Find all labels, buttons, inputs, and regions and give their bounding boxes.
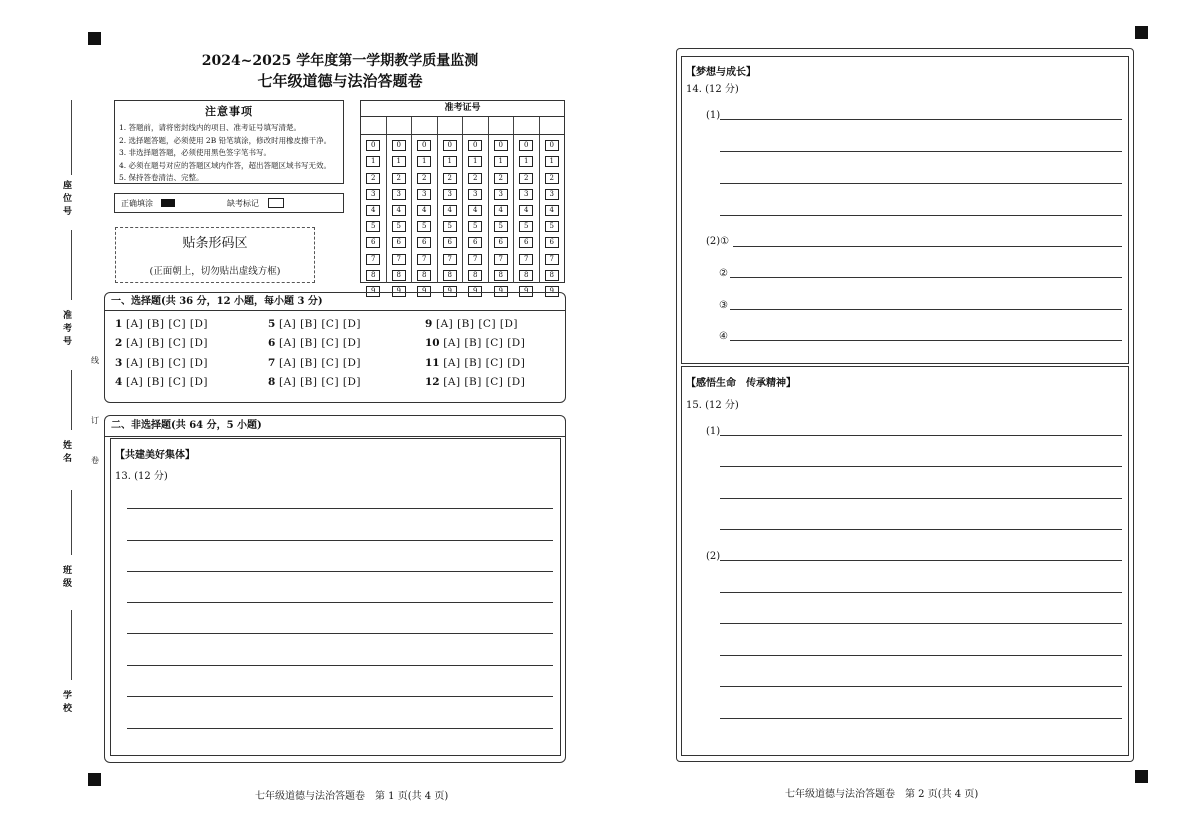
absent-mark-label: 缺考标记	[227, 199, 259, 208]
choice-question[interactable]	[268, 376, 361, 388]
exam-id-column	[514, 135, 540, 295]
exam-id-digit-bubble[interactable]: 5	[392, 221, 406, 232]
exam-id-digit-bubble[interactable]: 7	[392, 254, 406, 265]
choice-question[interactable]	[425, 376, 525, 388]
choice-options[interactable]: [A] [B] [C] [D]	[125, 337, 209, 350]
q14-1-label: (1)	[706, 110, 721, 121]
exam-id-digit-bubble[interactable]: 9	[519, 286, 533, 297]
answer-line[interactable]	[720, 119, 1122, 120]
answer-line[interactable]	[720, 718, 1122, 719]
binding-line	[71, 230, 72, 300]
exam-id-digit-bubble[interactable]: 8	[494, 270, 508, 281]
page-footer: 七年级道德与法治答题卷 第 2 页(共 4 页)	[785, 789, 979, 800]
exam-id-digit-bubble[interactable]: 6	[392, 237, 406, 248]
choice-options[interactable]: [A] [B] [C] [D]	[278, 356, 362, 369]
notes-item: 2. 选择题答题，必须使用 2B 铅笔填涂，修改时用橡皮擦干净。	[119, 135, 332, 145]
notes-item: 5. 保持答卷清洁、完整。	[119, 173, 204, 182]
answer-line[interactable]	[127, 728, 553, 729]
exam-id-digit-bubble[interactable]: 7	[366, 254, 380, 265]
exam-id-digit-bubble[interactable]: 8	[468, 270, 482, 281]
exam-id-column	[540, 135, 565, 295]
choice-question[interactable]	[268, 318, 361, 330]
exam-title: 2024~2025 学年度第一学期教学质量监测	[201, 53, 479, 69]
exam-id-digit-bubble[interactable]: 3	[519, 189, 533, 200]
q15-box	[681, 366, 1129, 756]
question-number: 8	[268, 375, 276, 388]
fill-example-box	[114, 193, 344, 213]
exam-id-column	[361, 135, 387, 295]
exam-id-digit-bubble[interactable]: 3	[545, 189, 559, 200]
choice-section-title: 一、选择题(共 36 分，12 小题，每小题 3 分)	[105, 293, 565, 311]
seat-label: 座位号	[61, 180, 71, 219]
answer-line[interactable]	[730, 277, 1122, 278]
exam-id-digit-bubble[interactable]: 1	[392, 156, 406, 167]
answer-line[interactable]	[127, 508, 553, 509]
exam-id-digit-bubble[interactable]: 5	[545, 221, 559, 232]
exam-id-digit-bubble[interactable]: 7	[468, 254, 482, 265]
answer-line[interactable]	[720, 183, 1122, 184]
corner-marker	[1135, 26, 1148, 39]
q15-2-label: (2)	[706, 551, 721, 562]
q13-answer-box	[110, 438, 561, 756]
exam-id-digit-bubble[interactable]: 3	[392, 189, 406, 200]
answer-line[interactable]	[730, 340, 1122, 341]
question-number: 2	[115, 337, 123, 350]
exam-id-digit-grid	[361, 135, 564, 295]
corner-marker	[1135, 770, 1148, 783]
barcode-title: 贴条形码区	[182, 236, 248, 251]
exam-id-digit-bubble[interactable]: 9	[443, 286, 457, 297]
exam-id-digit-bubble[interactable]: 8	[519, 270, 533, 281]
choice-options[interactable]: [A] [B] [C] [D]	[435, 318, 519, 330]
choice-options[interactable]: [A] [B] [C] [D]	[278, 318, 362, 330]
answer-line[interactable]	[733, 246, 1122, 247]
question-number: 10	[425, 337, 440, 350]
exam-id-digit-bubble[interactable]: 5	[443, 221, 457, 232]
answer-line[interactable]	[720, 466, 1122, 467]
exam-id-digit-bubble[interactable]: 7	[545, 254, 559, 265]
q14-2-item: ④	[719, 331, 728, 342]
exam-id-digit-bubble[interactable]: 1	[519, 156, 533, 167]
notes-item: 3. 非选择题答题，必须使用黑色签字笔书写。	[119, 148, 272, 157]
answer-line[interactable]	[720, 529, 1122, 530]
exam-id-digit-bubble[interactable]: 8	[366, 270, 380, 281]
exam-id-digit-bubble[interactable]: 7	[519, 254, 533, 265]
answer-sheet-title: 七年级道德与法治答题卷	[257, 72, 423, 90]
name-label: 姓名	[61, 440, 71, 466]
exam-id-digit-bubble[interactable]: 6	[443, 237, 457, 248]
exam-id-digit-bubble[interactable]: 6	[366, 237, 380, 248]
nonchoice-section-title: 二、非选择题(共 64 分，5 小题)	[105, 416, 565, 437]
q15-label: 15. (12 分)	[686, 400, 739, 411]
exam-id-digit-bubble[interactable]: 2	[392, 173, 406, 184]
question-number: 9	[425, 318, 433, 330]
seal-char-xian: 线	[91, 356, 99, 365]
choice-options[interactable]: [A] [B] [C] [D]	[125, 356, 209, 369]
exam-id-column	[489, 135, 515, 295]
answer-line[interactable]	[720, 560, 1122, 561]
exam-id-digit-bubble[interactable]: 2	[443, 173, 457, 184]
q14-label: 14. (12 分)	[686, 84, 739, 95]
question-number: 3	[115, 356, 123, 369]
answer-line[interactable]	[127, 571, 553, 572]
binding-line	[71, 490, 72, 555]
answer-line[interactable]	[127, 602, 553, 603]
answer-line[interactable]	[127, 665, 553, 666]
exam-id-digit-bubble[interactable]: 9	[545, 286, 559, 297]
exam-id-digit-bubble[interactable]: 6	[494, 237, 508, 248]
exam-id-digit-bubble[interactable]: 0	[494, 140, 508, 151]
exam-id-digit-bubble[interactable]: 4	[468, 205, 482, 216]
notes-item: 1. 答题前，请将密封线内的项目、准考证号填写清楚。	[119, 123, 302, 132]
exam-id-column	[387, 135, 413, 295]
exam-id-digit-bubble[interactable]: 3	[417, 189, 431, 200]
exam-id-digit-bubble[interactable]: 1	[468, 156, 482, 167]
seal-char-ding: 订	[91, 416, 99, 425]
exam-id-digit-bubble[interactable]: 9	[392, 286, 406, 297]
question-number: 4	[115, 375, 123, 388]
exam-id-digit-bubble[interactable]: 6	[545, 237, 559, 248]
exam-id-digit-bubble[interactable]: 8	[443, 270, 457, 281]
exam-no-label: 准考号	[61, 310, 71, 349]
question-number: 1	[115, 318, 123, 330]
binding-line	[71, 370, 72, 430]
question-number: 7	[268, 356, 276, 369]
exam-id-digit-bubble[interactable]: 5	[519, 221, 533, 232]
choice-question[interactable]	[425, 357, 525, 369]
answer-line[interactable]	[720, 151, 1122, 152]
q13-label: 13. (12 分)	[115, 471, 168, 482]
exam-id-digit-bubble[interactable]: 7	[417, 254, 431, 265]
barcode-note: (正面朝上，切勿贴出虚线方框)	[149, 266, 281, 277]
exam-id-digit-bubble[interactable]: 0	[519, 140, 533, 151]
choice-question[interactable]	[268, 337, 361, 349]
binding-line	[71, 610, 72, 680]
choice-question[interactable]	[115, 376, 208, 388]
q14-2-item: ②	[719, 268, 728, 279]
exam-id-write-row[interactable]	[361, 117, 564, 135]
choice-options[interactable]: [A] [B] [C] [D]	[278, 375, 362, 388]
school-label: 学校	[61, 690, 71, 716]
exam-id-digit-bubble[interactable]: 6	[519, 237, 533, 248]
q14-2-label: (2)①	[706, 236, 730, 247]
exam-id-digit-bubble[interactable]: 1	[545, 156, 559, 167]
choice-question[interactable]	[425, 318, 518, 330]
binding-line	[71, 100, 72, 175]
exam-id-digit-bubble[interactable]: 1	[417, 156, 431, 167]
exam-id-digit-bubble[interactable]: 4	[366, 205, 380, 216]
exam-id-digit-bubble[interactable]: 0	[417, 140, 431, 151]
exam-id-digit-bubble[interactable]: 2	[545, 173, 559, 184]
exam-id-digit-bubble[interactable]: 9	[417, 286, 431, 297]
exam-id-digit-bubble[interactable]: 9	[468, 286, 482, 297]
answer-line[interactable]	[720, 686, 1122, 687]
exam-id-digit-bubble[interactable]: 9	[494, 286, 508, 297]
choice-options[interactable]: [A] [B] [C] [D]	[443, 356, 526, 369]
exam-id-column	[463, 135, 489, 295]
exam-id-digit-bubble[interactable]: 0	[545, 140, 559, 151]
exam-id-digit-bubble[interactable]: 8	[417, 270, 431, 281]
question-number: 5	[268, 318, 276, 330]
exam-id-digit-bubble[interactable]: 5	[366, 221, 380, 232]
correct-fill-sample	[161, 199, 175, 207]
choice-question[interactable]	[115, 318, 208, 330]
exam-id-digit-bubble[interactable]: 6	[417, 237, 431, 248]
choice-options[interactable]: [A] [B] [C] [D]	[443, 337, 526, 350]
answer-line[interactable]	[730, 309, 1122, 310]
exam-id-column	[438, 135, 464, 295]
question-number: 11	[425, 356, 440, 369]
exam-id-digit-bubble[interactable]: 4	[443, 205, 457, 216]
exam-id-digit-bubble[interactable]: 5	[468, 221, 482, 232]
exam-id-digit-bubble[interactable]: 0	[468, 140, 482, 151]
exam-id-digit-bubble[interactable]: 3	[468, 189, 482, 200]
exam-id-digit-bubble[interactable]: 5	[417, 221, 431, 232]
exam-id-digit-bubble[interactable]: 2	[366, 173, 380, 184]
corner-marker	[88, 32, 101, 45]
answer-line[interactable]	[720, 435, 1122, 436]
exam-id-digit-bubble[interactable]: 2	[519, 173, 533, 184]
exam-id-digit-bubble[interactable]: 4	[545, 205, 559, 216]
corner-marker	[88, 773, 101, 786]
class-label: 班级	[61, 565, 71, 591]
seal-char-juan: 卷	[91, 456, 99, 465]
choice-question[interactable]	[425, 337, 525, 349]
choice-options[interactable]: [A] [B] [C] [D]	[443, 375, 526, 388]
answer-line[interactable]	[127, 540, 553, 541]
part-title: 【共建美好集体】	[115, 450, 195, 461]
exam-id-digit-bubble[interactable]: 1	[494, 156, 508, 167]
exam-id-digit-bubble[interactable]: 8	[392, 270, 406, 281]
answer-line[interactable]	[720, 592, 1122, 593]
correct-fill-label: 正确填涂	[121, 199, 153, 208]
choice-question[interactable]	[115, 357, 208, 369]
exam-id-column	[412, 135, 438, 295]
answer-line[interactable]	[720, 655, 1122, 656]
notes-box	[114, 100, 344, 184]
exam-id-digit-bubble[interactable]: 9	[366, 286, 380, 297]
exam-id-digit-bubble[interactable]: 5	[494, 221, 508, 232]
exam-id-title: 准考证号	[361, 101, 564, 117]
exam-id-digit-bubble[interactable]: 4	[392, 205, 406, 216]
page-footer: 七年级道德与法治答题卷 第 1 页(共 4 页)	[255, 791, 449, 802]
exam-id-digit-bubble[interactable]: 7	[494, 254, 508, 265]
exam-id-digit-bubble[interactable]: 4	[417, 205, 431, 216]
exam-id-digit-bubble[interactable]: 1	[443, 156, 457, 167]
barcode-area	[115, 227, 315, 283]
q15-1-label: (1)	[706, 426, 721, 437]
question-number: 6	[268, 337, 276, 350]
choice-options[interactable]: [A] [B] [C] [D]	[278, 337, 362, 350]
answer-line[interactable]	[720, 498, 1122, 499]
exam-id-digit-bubble[interactable]: 0	[366, 140, 380, 151]
exam-id-digit-bubble[interactable]: 7	[443, 254, 457, 265]
exam-id-digit-bubble[interactable]: 4	[519, 205, 533, 216]
exam-id-digit-bubble[interactable]: 4	[494, 205, 508, 216]
exam-id-digit-bubble[interactable]: 1	[366, 156, 380, 167]
notes-item: 4. 必须在题号对应的答题区域内作答，超出答题区域书写无效。	[119, 160, 332, 170]
exam-id-digit-bubble[interactable]: 3	[443, 189, 457, 200]
exam-id-digit-bubble[interactable]: 2	[494, 173, 508, 184]
exam-id-digit-bubble[interactable]: 0	[392, 140, 406, 151]
q14-box	[681, 56, 1129, 364]
exam-id-digit-bubble[interactable]: 8	[545, 270, 559, 281]
choice-options[interactable]: [A] [B] [C] [D]	[125, 375, 209, 388]
exam-id-digit-bubble[interactable]: 2	[468, 173, 482, 184]
q14-2-item: ③	[719, 300, 728, 311]
notes-title: 注意事项	[205, 105, 253, 118]
part-title: 【感悟生命 传承精神】	[686, 378, 796, 389]
choice-question[interactable]	[268, 357, 361, 369]
answer-line[interactable]	[720, 215, 1122, 216]
answer-line[interactable]	[127, 696, 553, 697]
question-number: 12	[425, 375, 440, 388]
exam-id-digit-bubble[interactable]: 3	[494, 189, 508, 200]
choice-options[interactable]: [A] [B] [C] [D]	[125, 318, 209, 330]
answer-line[interactable]	[720, 623, 1122, 624]
exam-id-digit-bubble[interactable]: 3	[366, 189, 380, 200]
part-title: 【梦想与成长】	[686, 67, 756, 78]
exam-id-box	[360, 100, 565, 295]
absent-mark-box[interactable]	[268, 198, 284, 208]
answer-line[interactable]	[127, 633, 553, 634]
exam-id-digit-bubble[interactable]: 6	[468, 237, 482, 248]
exam-id-digit-bubble[interactable]: 2	[417, 173, 431, 184]
choice-question[interactable]	[115, 337, 208, 349]
exam-id-digit-bubble[interactable]: 0	[443, 140, 457, 151]
